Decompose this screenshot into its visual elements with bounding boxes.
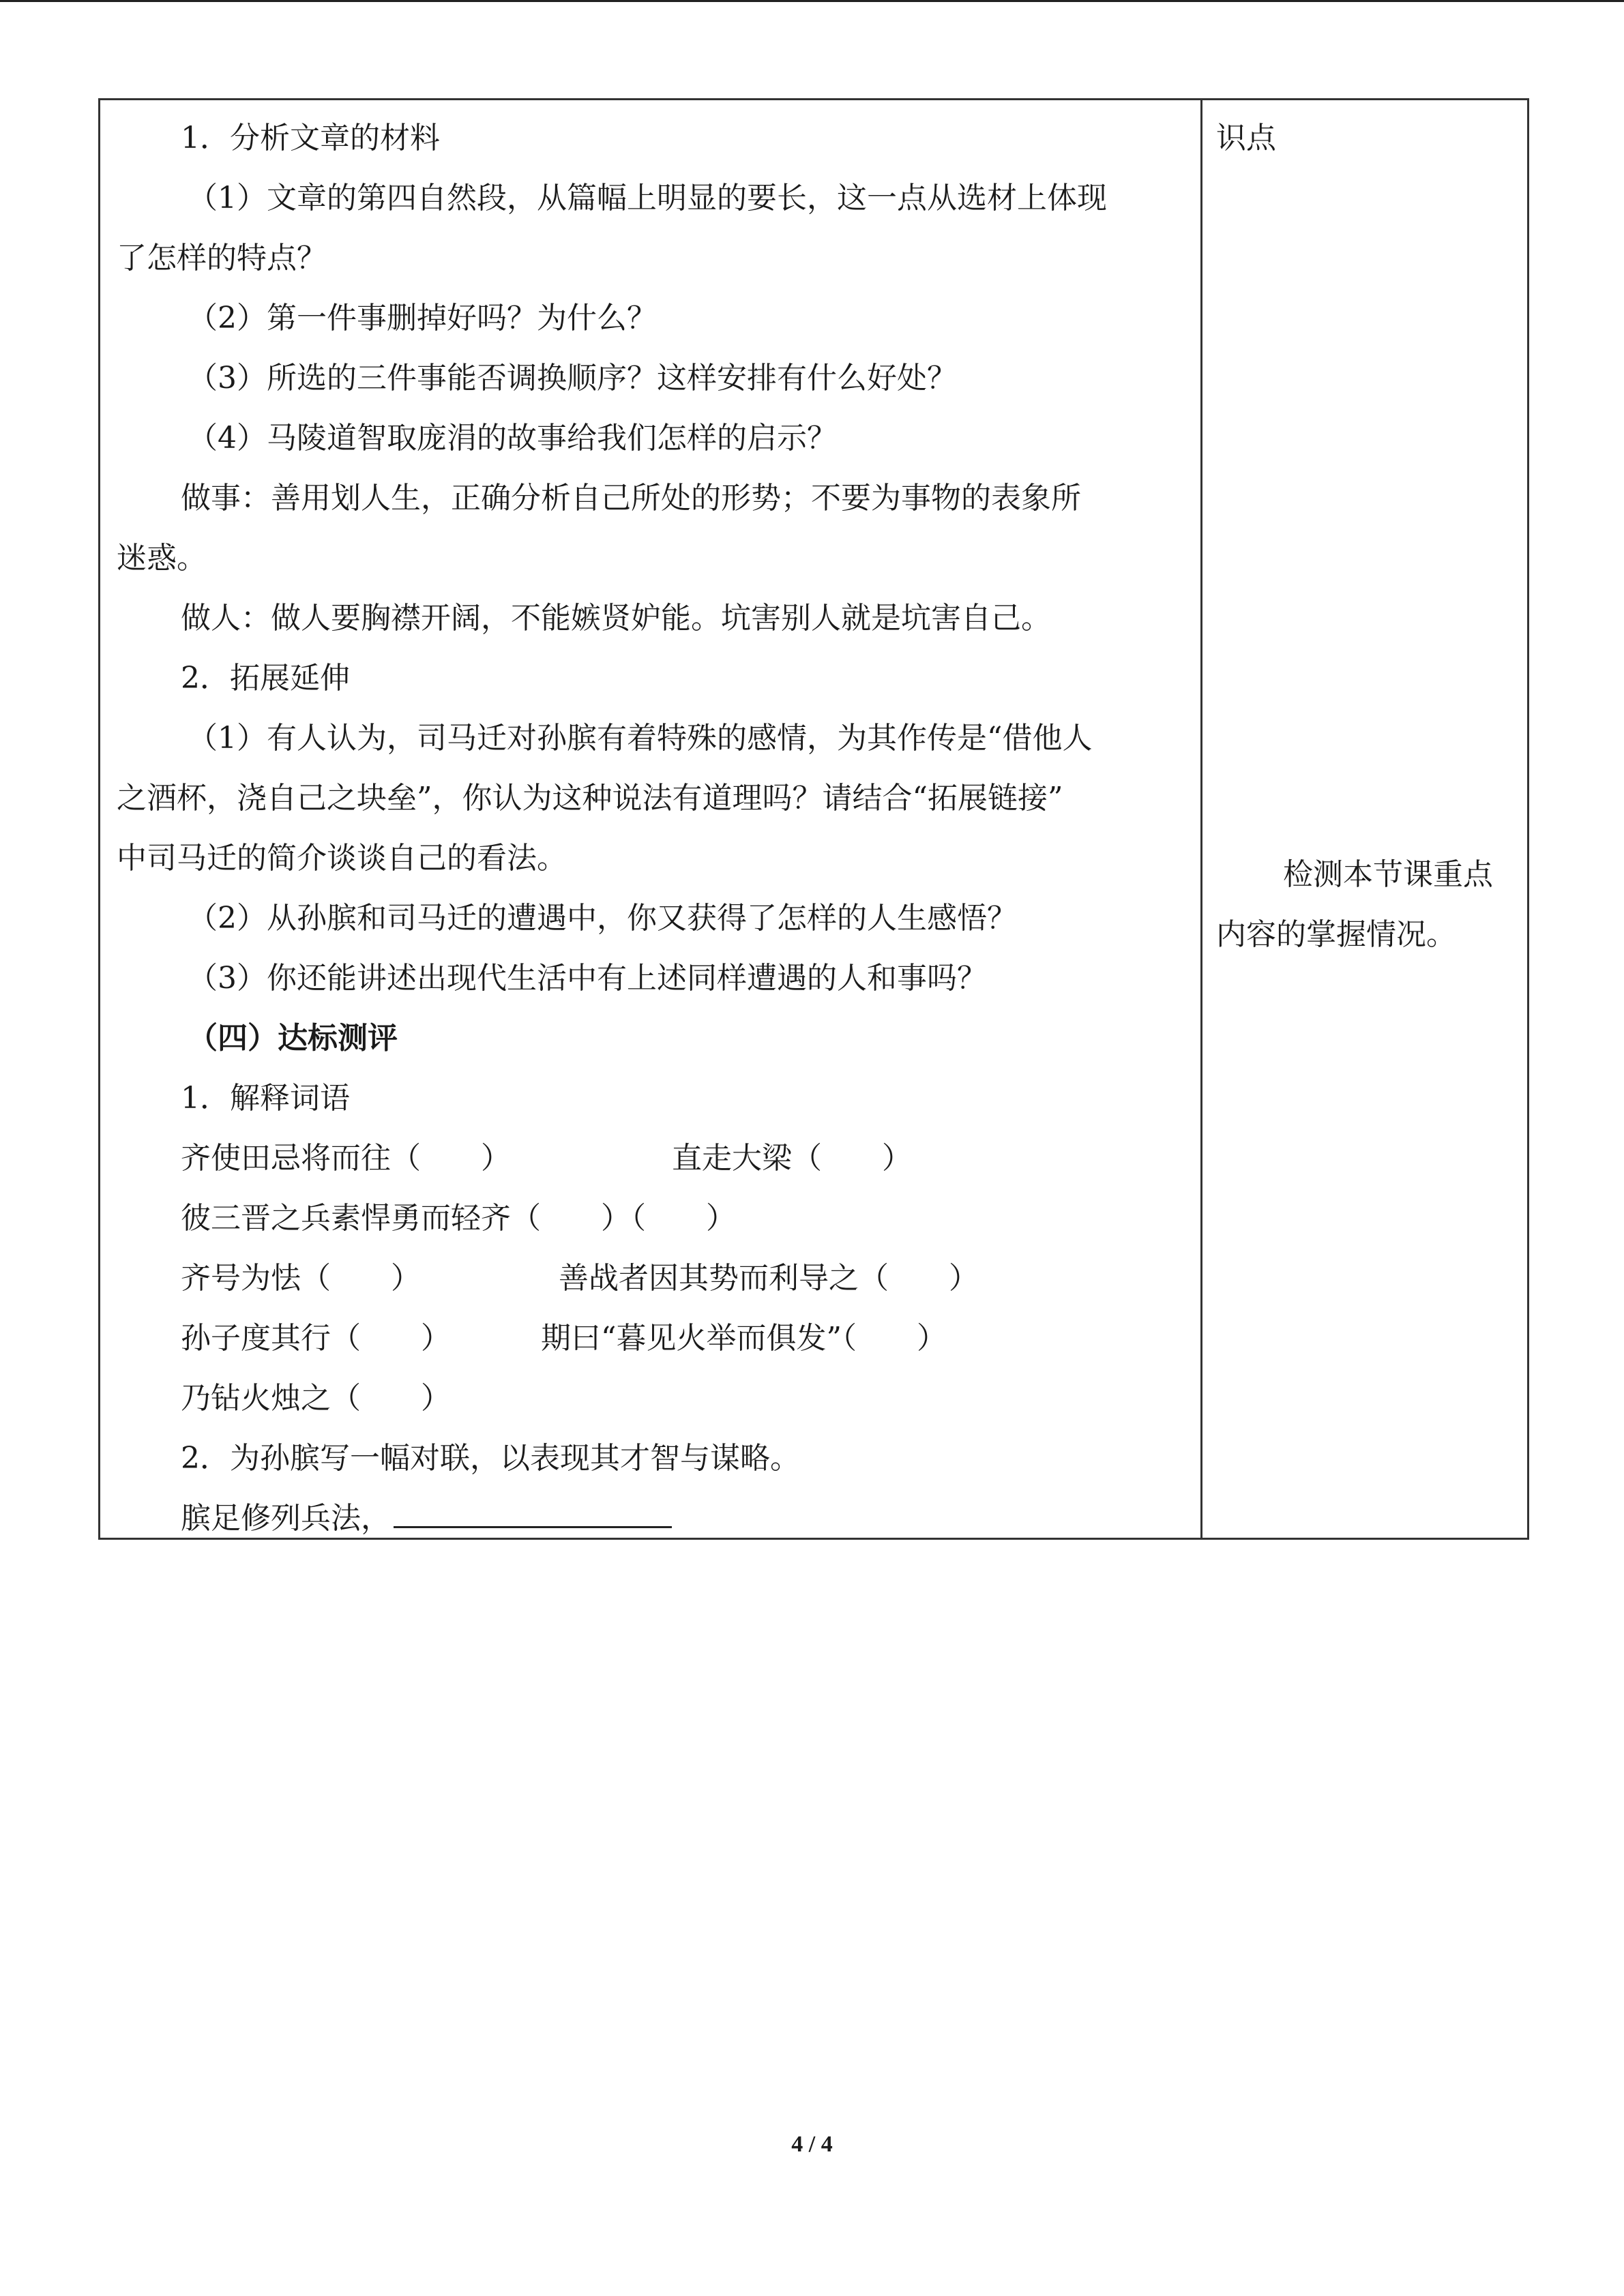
- question-1: （1）文章的第四自然段，从篇幅上明显的要长，这一点从选材上体现: [188, 181, 1107, 215]
- vocab-item: 彼三晋之兵素悍勇而轻齐（ ）（ ）: [181, 1201, 736, 1236]
- content-column: [100, 100, 1202, 1538]
- section-heading-extension: 2．拓展延伸: [181, 661, 350, 696]
- notes-purpose-line2: 内容的掌握情况。: [1216, 917, 1456, 952]
- question-4: （4）马陵道智取庞涓的故事给我们怎样的启示？: [188, 421, 837, 456]
- section-heading-materials: 1．分析文章的材料: [181, 121, 440, 155]
- notes-purpose-line1: 检测本节课重点: [1283, 857, 1493, 892]
- couplet-first-half: 膑足修列兵法，: [181, 1501, 391, 1536]
- vocab-item: 孙子度其行（ ）: [181, 1321, 451, 1356]
- lesson-being: 做人：做人要胸襟开阔，不能嫉贤妒能。坑害别人就是坑害自己。: [181, 601, 1051, 636]
- vocab-item: 直走大梁（ ）: [672, 1141, 912, 1176]
- question-3: （3）所选的三件事能否调换顺序？这样安排有什么好处？: [188, 361, 957, 396]
- lesson-doing: 做事：善用划人生，正确分析自己所处的形势；不要为事物的表象所: [181, 481, 1081, 516]
- lesson-doing-cont: 迷惑。: [117, 541, 207, 576]
- vocab-item: 期曰“暮见火举而俱发”（ ）: [541, 1321, 947, 1356]
- extension-question-3: （3）你还能讲述出现代生活中有上述同样遭遇的人和事吗？: [188, 961, 987, 996]
- question-1-cont: 了怎样的特点？: [117, 241, 327, 275]
- extension-question-1-cont2: 中司马迁的简介谈谈自己的看法。: [117, 841, 567, 876]
- vocab-item: 齐号为怯（ ）: [181, 1261, 421, 1296]
- notes-continuation: 识点: [1216, 121, 1276, 155]
- vocab-item: 乃钻火烛之（ ）: [181, 1381, 451, 1416]
- task-heading-couplet: 2．为孙膑写一幅对联，以表现其才智与谋略。: [181, 1441, 800, 1476]
- notes-column: [1202, 100, 1527, 1538]
- answer-blank: [394, 1499, 672, 1528]
- task-heading-vocab: 1．解释词语: [181, 1081, 350, 1116]
- extension-question-2: （2）从孙膑和司马迁的遭遇中，你又获得了怎样的人生感悟？: [188, 901, 1017, 936]
- section-heading-assessment: （四）达标测评: [188, 1021, 398, 1056]
- vocab-item: 齐使田忌将而往（ ）: [181, 1141, 511, 1176]
- vocab-item: 善战者因其势而利导之（ ）: [559, 1261, 979, 1296]
- top-rule: [0, 0, 1624, 2]
- lesson-table: [98, 98, 1529, 1540]
- extension-question-1: （1）有人认为，司马迁对孙膑有着特殊的感情，为其作传是“借他人: [188, 721, 1093, 756]
- page-number: 4 / 4: [791, 2132, 833, 2157]
- extension-question-1-cont: 之酒杯，浇自己之块垒”，你认为这种说法有道理吗？请结合“拓展链接”: [117, 781, 1063, 816]
- couplet-line: [181, 1498, 672, 1539]
- question-2: （2）第一件事删掉好吗？为什么？: [188, 301, 657, 336]
